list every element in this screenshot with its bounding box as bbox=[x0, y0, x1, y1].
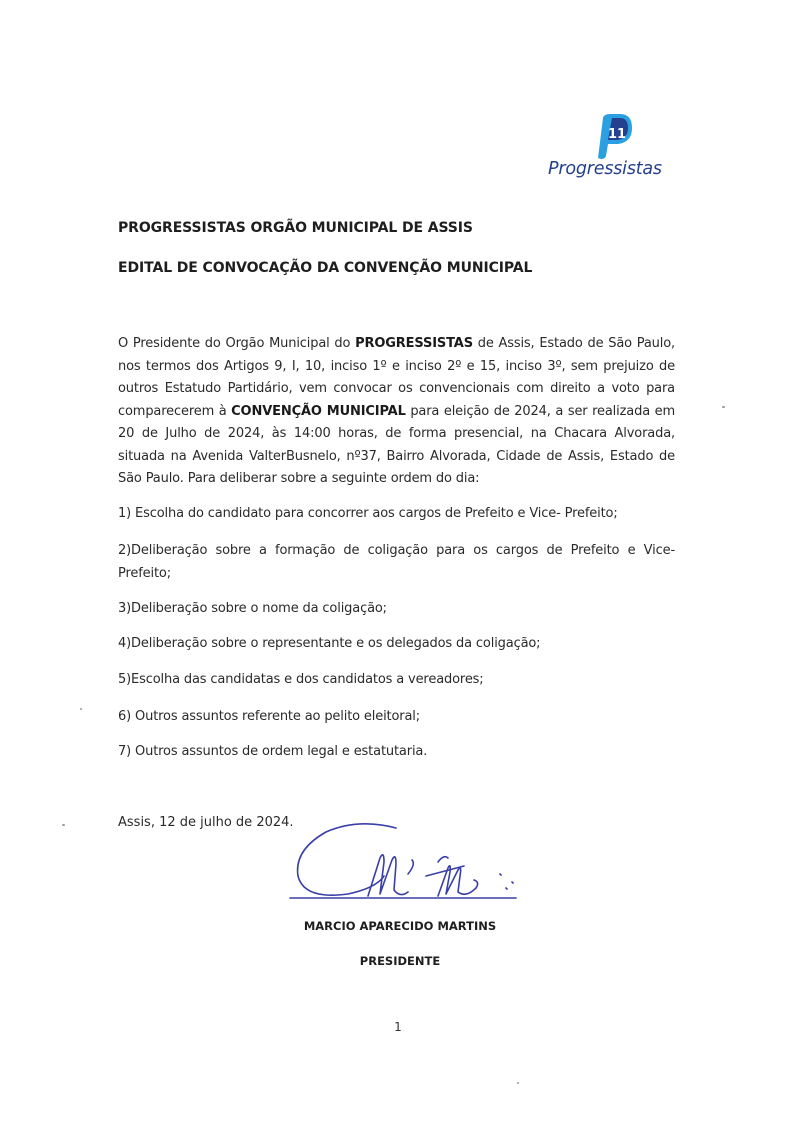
agenda-item-5: 5)Escolha das candidatas e dos candidatos a vereadores; bbox=[118, 672, 484, 687]
agenda-item-3: 3)Deliberação sobre o nome da coligação; bbox=[118, 601, 387, 616]
agenda-item-6: 6) Outros assuntos referente ao pelito eleitoral; bbox=[118, 709, 420, 724]
scan-speck bbox=[722, 406, 725, 408]
intro-text-2: de Assis, Estado de São Paulo, nos termos dos Artigos 9, I, 10, inciso 1º e inciso 2º e 15, inciso 3º, sem prejuizo de outros Estatudo Partidário, vem convocar os convencionais com direito a voto para comparecerem à bbox=[118, 336, 675, 419]
document-title: EDITAL DE CONVOCAÇÃO DA CONVENÇÃO MUNICIPAL bbox=[118, 260, 533, 276]
agenda-item-1: 1) Escolha do candidato para concorrer aos cargos de Prefeito e Vice- Prefeito; bbox=[118, 506, 618, 521]
scan-speck bbox=[80, 708, 82, 710]
page-number: 1 bbox=[394, 1020, 402, 1034]
party-logo-name: Progressistas bbox=[548, 159, 662, 179]
agenda-item-4: 4)Deliberação sobre o representante e os delegados da coligação; bbox=[118, 636, 541, 651]
scan-speck bbox=[517, 1082, 519, 1084]
party-logo bbox=[548, 112, 678, 184]
event-name-bold: CONVENÇÃO MUNICIPAL bbox=[231, 403, 406, 419]
agenda-item-2: 2)Deliberação sobre a formação de coligação para os cargos de Prefeito e Vice-Prefeito; bbox=[118, 543, 675, 581]
convocation-paragraph bbox=[118, 333, 675, 491]
place-and-date: Assis, 12 de julho de 2024. bbox=[118, 815, 294, 830]
party-name-bold: PROGRESSISTAS bbox=[355, 336, 473, 351]
party-number: 11 bbox=[608, 127, 627, 142]
signer-title: PRESIDENTE bbox=[359, 954, 441, 968]
agenda-item-7: 7) Outros assuntos de ordem legal e estatutaria. bbox=[118, 744, 428, 759]
signer-name: MARCIO APARECIDO MARTINS bbox=[303, 919, 497, 933]
party-p-icon bbox=[594, 112, 638, 160]
organization-heading: PROGRESSISTAS ORGÃO MUNICIPAL DE ASSIS bbox=[118, 220, 473, 236]
intro-text-3: para eleição de 2024, a ser realizada em 20 de Julho de 2024, às 14:00 horas, de forma presencial, na Chacara Alvorada, situada na Avenida ValterBusnelo, nº37, Bairro Alvorada, Cidade de Assis, Estado de São Paulo. Para deliberar sobre a seguinte ordem do dia: bbox=[118, 403, 675, 486]
handwritten-signature bbox=[288, 818, 528, 910]
intro-text-1: O Presidente do Orgão Municipal do bbox=[118, 336, 356, 351]
scan-speck bbox=[62, 824, 65, 826]
